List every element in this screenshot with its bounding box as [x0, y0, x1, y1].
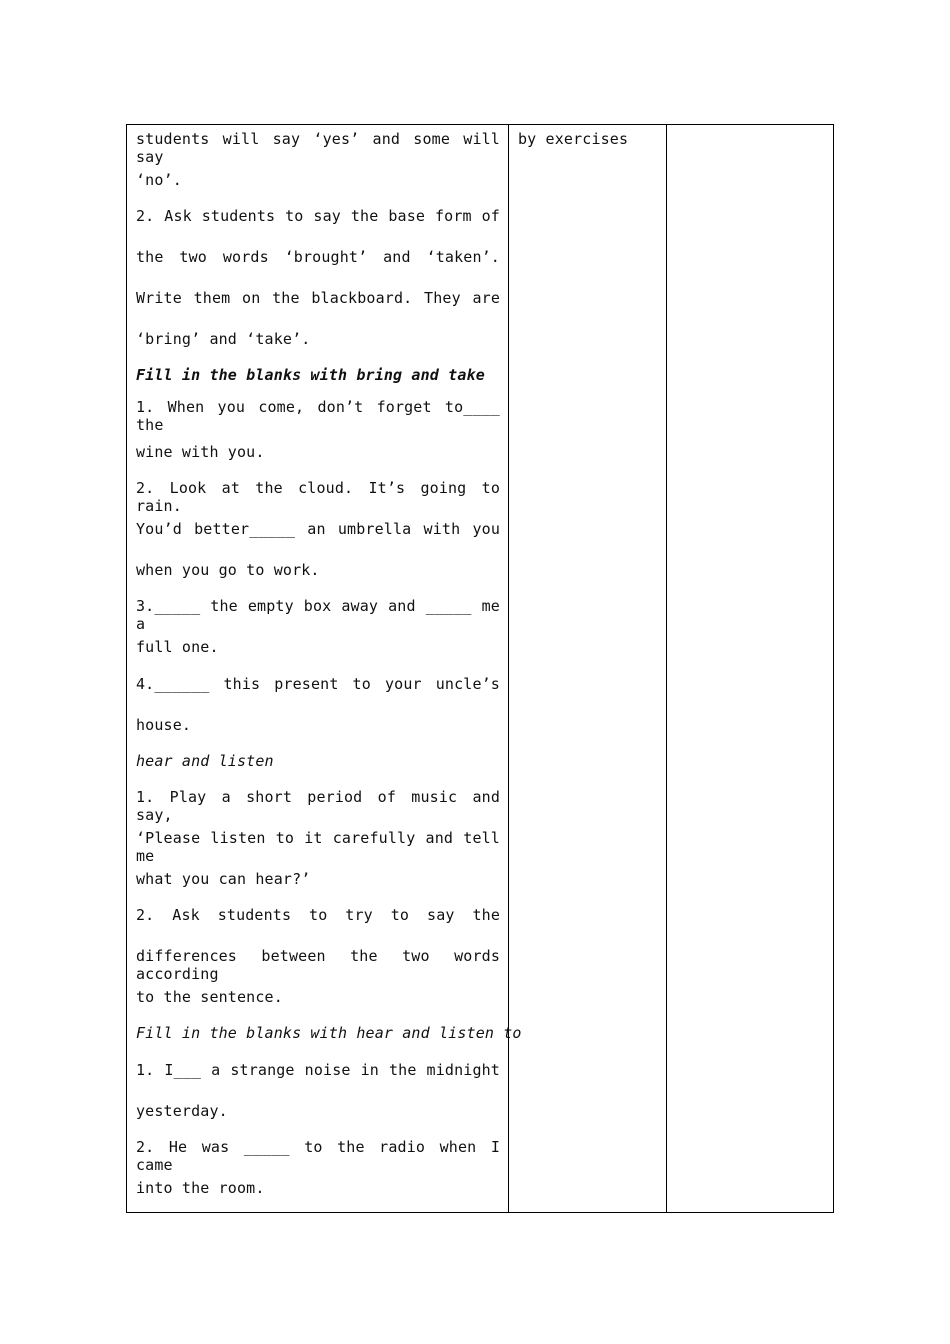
text-line: You’d better_____ an umbrella with you	[136, 520, 500, 538]
text-line: 1. When you come, don’t forget to____ the	[136, 398, 500, 434]
text-line: 2. He was _____ to the radio when I came	[136, 1138, 500, 1174]
text-line: ‘no’.	[136, 171, 182, 189]
section-heading: hear and listen	[136, 752, 274, 770]
text-line: differences between the two words according	[136, 947, 500, 983]
text-line: house.	[136, 716, 192, 734]
text-line: by exercises	[518, 130, 629, 148]
text-line: full one.	[136, 638, 219, 656]
text-line: 2. Ask students to try to say the	[136, 906, 500, 924]
text-line: students will say ‘yes’ and some will say	[136, 130, 500, 166]
text-line: when you go to work.	[136, 561, 320, 579]
text-line: the two words ‘brought’ and ‘taken’.	[136, 248, 500, 266]
lesson-table	[126, 124, 834, 1213]
text-line: Write them on the blackboard. They are	[136, 289, 500, 307]
text-line: ‘bring’ and ‘take’.	[136, 330, 311, 348]
column-divider	[508, 125, 509, 1212]
notes-column	[667, 125, 833, 1212]
text-line: to the sentence.	[136, 988, 283, 1006]
exercise-heading: Fill in the blanks with bring and take	[136, 366, 485, 384]
text-line: 3._____ the empty box away and _____ me a	[136, 597, 500, 633]
text-line: what you can hear?’	[136, 870, 311, 888]
text-line: wine with you.	[136, 443, 265, 461]
text-line: ‘Please listen to it carefully and tell me	[136, 829, 500, 865]
text-line: 4.______ this present to your uncle’s	[136, 675, 500, 693]
exercise-heading: Fill in the blanks with hear and listen to	[136, 1024, 522, 1042]
text-line: 2. Ask students to say the base form of	[136, 207, 500, 225]
text-line: into the room.	[136, 1179, 265, 1197]
text-line: 1. I___ a strange noise in the midnight	[136, 1061, 500, 1079]
text-line: 2. Look at the cloud. It’s going to rain.	[136, 479, 500, 515]
text-line: 1. Play a short period of music and say,	[136, 788, 500, 824]
text-line: yesterday.	[136, 1102, 228, 1120]
